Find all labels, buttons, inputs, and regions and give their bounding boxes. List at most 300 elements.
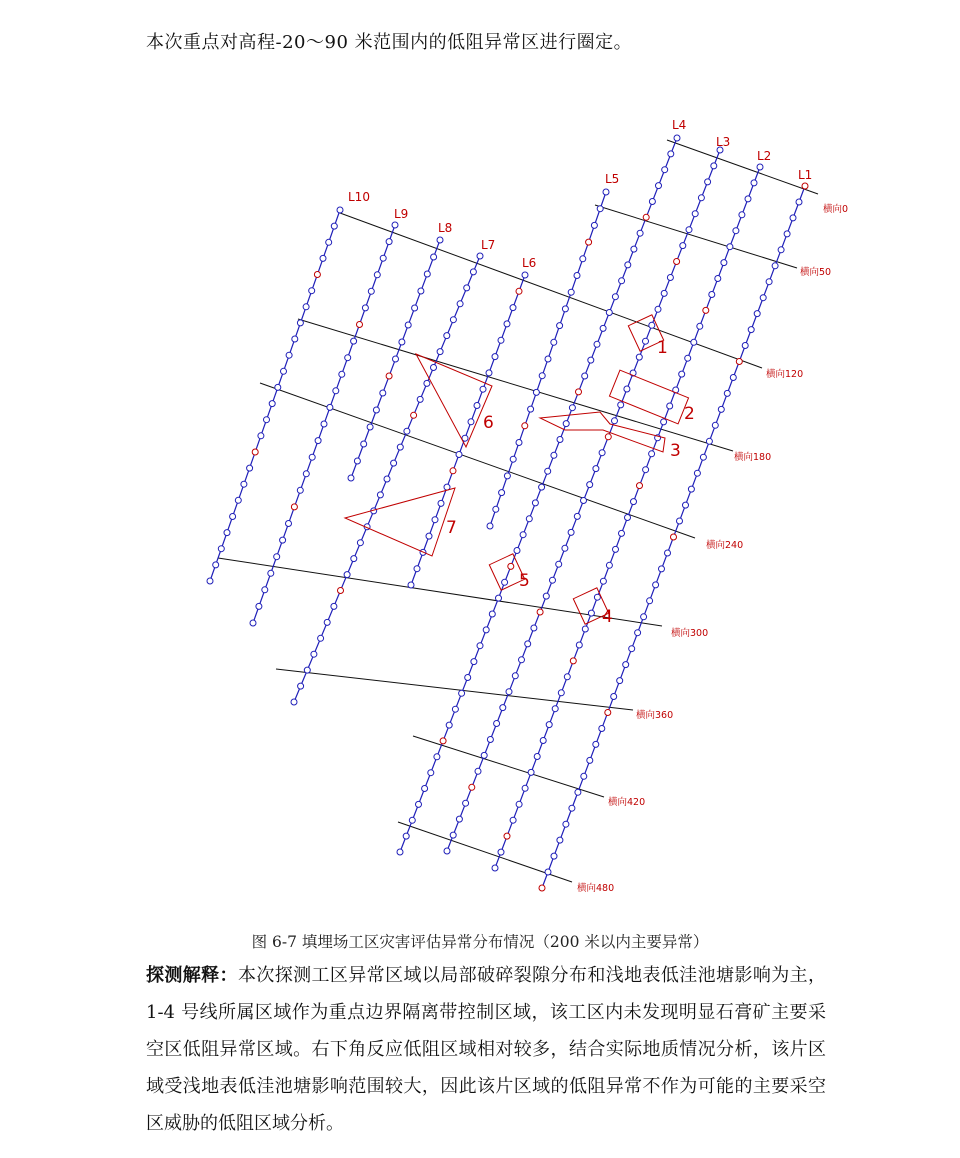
survey-point	[593, 466, 599, 472]
survey-point	[564, 674, 570, 680]
survey-point	[264, 417, 270, 423]
survey-point	[575, 789, 581, 795]
survey-point	[368, 288, 374, 294]
survey-point	[207, 578, 213, 584]
survey-point	[528, 406, 534, 412]
transect-line-0	[667, 140, 818, 194]
survey-point	[303, 304, 309, 310]
survey-point	[431, 365, 437, 371]
survey-point	[736, 359, 742, 365]
survey-point	[588, 357, 594, 363]
survey-point	[751, 180, 757, 186]
survey-point	[367, 424, 373, 430]
survey-point	[351, 556, 357, 562]
survey-point	[519, 657, 525, 663]
survey-point	[569, 405, 575, 411]
survey-point	[647, 598, 653, 604]
survey-point	[703, 307, 709, 313]
survey-point	[730, 375, 736, 381]
survey-point	[292, 336, 298, 342]
survey-point	[510, 456, 516, 462]
survey-point	[315, 438, 321, 444]
survey-point	[280, 537, 286, 543]
survey-point	[377, 492, 383, 498]
anomaly-zone-label-3: 3	[670, 441, 681, 461]
survey-point	[489, 611, 495, 617]
survey-point	[502, 579, 508, 585]
survey-point	[655, 306, 661, 312]
survey-point	[613, 546, 619, 552]
survey-point	[545, 356, 551, 362]
survey-point	[351, 338, 357, 344]
survey-point	[344, 572, 350, 578]
survey-point	[580, 256, 586, 262]
survey-point	[404, 428, 410, 434]
survey-point	[545, 869, 551, 875]
survey-point	[311, 651, 317, 657]
survey-point	[304, 667, 310, 673]
survey-point	[551, 853, 557, 859]
survey-point	[241, 481, 247, 487]
survey-point	[698, 195, 704, 201]
survey-point	[688, 486, 694, 492]
survey-point	[399, 339, 405, 345]
survey-point	[412, 305, 418, 311]
anomaly-zone-label-6: 6	[483, 413, 494, 433]
survey-point	[637, 483, 643, 489]
survey-point	[563, 421, 569, 427]
survey-point	[256, 603, 262, 609]
survey-point	[588, 610, 594, 616]
survey-point	[582, 373, 588, 379]
anomaly-zone-label-2: 2	[684, 404, 695, 424]
survey-point	[625, 262, 631, 268]
survey-point	[321, 421, 327, 427]
survey-point	[291, 504, 297, 510]
survey-point	[551, 452, 557, 458]
survey-point	[623, 662, 629, 668]
survey-point	[235, 497, 241, 503]
survey-point	[619, 278, 625, 284]
survey-point	[456, 816, 462, 822]
survey-point	[659, 566, 665, 572]
survey-point	[506, 689, 512, 695]
survey-point	[397, 849, 403, 855]
anomaly-zone-label-7: 7	[446, 518, 457, 538]
transect-label-480: 横向480	[577, 883, 615, 894]
survey-point	[357, 540, 363, 546]
survey-point	[514, 548, 520, 554]
transect-line-5	[218, 558, 662, 626]
survey-point	[333, 388, 339, 394]
survey-point	[546, 722, 552, 728]
survey-point	[600, 325, 606, 331]
survey-point	[618, 402, 624, 408]
survey-point	[508, 563, 514, 569]
survey-point	[416, 801, 422, 807]
survey-point	[600, 578, 606, 584]
survey-point	[545, 468, 551, 474]
survey-point	[802, 183, 808, 189]
survey-point	[362, 305, 368, 311]
survey-point	[417, 396, 423, 402]
survey-point	[437, 349, 443, 355]
survey-point	[653, 582, 659, 588]
transect-label-360: 横向360	[636, 710, 674, 721]
survey-point	[637, 230, 643, 236]
survey-point	[437, 237, 443, 243]
survey-point	[286, 521, 292, 527]
survey-point	[568, 529, 574, 535]
survey-point	[516, 801, 522, 807]
survey-point	[594, 594, 600, 600]
survey-point	[721, 260, 727, 266]
survey-point	[629, 646, 635, 652]
survey-point	[636, 354, 642, 360]
survey-point	[504, 833, 510, 839]
survey-point	[697, 323, 703, 329]
survey-point	[727, 244, 733, 250]
survey-point	[576, 642, 582, 648]
survey-point	[213, 562, 219, 568]
survey-lines	[210, 138, 805, 888]
survey-point	[531, 625, 537, 631]
survey-point	[539, 885, 545, 891]
survey-point	[392, 222, 398, 228]
survey-point	[597, 206, 603, 212]
survey-point	[649, 322, 655, 328]
line-label-L5: L5	[605, 172, 620, 186]
survey-point	[391, 460, 397, 466]
survey-point	[230, 514, 236, 520]
survey-point	[314, 272, 320, 278]
transect-label-50: 横向50	[800, 267, 832, 278]
survey-point	[635, 630, 641, 636]
survey-point	[709, 292, 715, 298]
survey-point	[318, 635, 324, 641]
survey-point	[444, 333, 450, 339]
survey-point	[393, 356, 399, 362]
anomaly-zone-label-5: 5	[519, 571, 530, 591]
survey-point	[674, 135, 680, 141]
transect-label-300: 横向300	[671, 628, 709, 639]
survey-point	[680, 243, 686, 249]
line-label-L4: L4	[672, 118, 687, 132]
survey-point	[533, 389, 539, 395]
survey-point	[569, 805, 575, 811]
survey-point	[504, 321, 510, 327]
line-label-L6: L6	[522, 256, 537, 270]
survey-point	[291, 699, 297, 705]
survey-point	[428, 770, 434, 776]
survey-point	[384, 476, 390, 482]
survey-point	[754, 311, 760, 317]
survey-point	[742, 343, 748, 349]
survey-point	[475, 768, 481, 774]
survey-point	[357, 322, 363, 328]
survey-point	[574, 513, 580, 519]
survey-point	[587, 482, 593, 488]
survey-point	[354, 458, 360, 464]
survey-point	[434, 754, 440, 760]
interpretation-text: 本次探测工区异常区域以局部破碎裂隙分布和浅地表低洼池塘影响为主，1-4 号线所属区域作为重点边界隔离带控制区域，该工区内未发现明显石膏矿主要采空区低阻异常区域。右下角反应低阻区域相对较多，结合实际地质情况分析，该片区域受浅地表低洼池塘影响范围较大，因此该片区域的低阻异常不作为可能的主要采空区威胁的低阻区域分析。	[146, 965, 827, 1134]
survey-point	[486, 370, 492, 376]
survey-point	[496, 595, 502, 601]
survey-point	[612, 294, 618, 300]
survey-point	[414, 566, 420, 572]
survey-point	[477, 643, 483, 649]
survey-point	[643, 338, 649, 344]
survey-point	[424, 271, 430, 277]
survey-point	[520, 532, 526, 538]
line-label-L2: L2	[757, 149, 772, 163]
line-label-L8: L8	[438, 221, 453, 235]
survey-point	[643, 214, 649, 220]
survey-point	[450, 468, 456, 474]
survey-point	[309, 454, 315, 460]
survey-point	[281, 368, 287, 374]
survey-point	[641, 614, 647, 620]
survey-point	[426, 533, 432, 539]
survey-point	[481, 752, 487, 758]
survey-point	[386, 373, 392, 379]
transect-label-180: 横向180	[734, 452, 772, 463]
survey-point	[522, 785, 528, 791]
line-label-L10: L10	[348, 190, 370, 204]
survey-point	[619, 530, 625, 536]
survey-point	[224, 530, 230, 536]
survey-point	[469, 784, 475, 790]
survey-point	[757, 164, 763, 170]
survey-point	[562, 306, 568, 312]
survey-point	[386, 239, 392, 245]
survey-point	[269, 401, 275, 407]
survey-point	[418, 288, 424, 294]
survey-point	[361, 441, 367, 447]
survey-point	[471, 659, 477, 665]
survey-point	[424, 380, 430, 386]
survey-point	[258, 433, 264, 439]
survey-point	[624, 386, 630, 392]
survey-point	[499, 490, 505, 496]
survey-point	[539, 484, 545, 490]
line-label-L1: L1	[798, 168, 813, 182]
survey-point	[677, 518, 683, 524]
survey-point	[468, 419, 474, 425]
survey-point	[581, 773, 587, 779]
survey-point	[674, 259, 680, 265]
survey-point	[662, 167, 668, 173]
survey-point	[327, 404, 333, 410]
survey-point	[457, 301, 463, 307]
survey-point	[522, 423, 528, 429]
survey-point	[446, 722, 452, 728]
survey-point	[772, 263, 778, 269]
survey-point	[718, 406, 724, 412]
survey-point	[463, 800, 469, 806]
survey-point	[562, 545, 568, 551]
survey-point	[683, 502, 689, 508]
line-label-L3: L3	[716, 135, 731, 149]
survey-point	[605, 710, 611, 716]
survey-point	[617, 678, 623, 684]
survey-point	[606, 310, 612, 316]
survey-point	[557, 837, 563, 843]
survey-point	[551, 339, 557, 345]
survey-point	[483, 627, 489, 633]
survey-point	[661, 419, 667, 425]
survey-point	[534, 754, 540, 760]
survey-point	[324, 619, 330, 625]
interpretation-paragraph	[146, 957, 826, 1142]
survey-point	[694, 470, 700, 476]
survey-point	[275, 384, 281, 390]
survey-point	[516, 440, 522, 446]
survey-point	[563, 821, 569, 827]
survey-point	[422, 786, 428, 792]
survey-point	[494, 721, 500, 727]
survey-point	[374, 272, 380, 278]
survey-point	[706, 438, 712, 444]
survey-point	[444, 848, 450, 854]
survey-point	[582, 626, 588, 632]
survey-point	[408, 582, 414, 588]
survey-point	[297, 487, 303, 493]
survey-point	[320, 255, 326, 261]
anomaly-zone-3-shape	[540, 412, 665, 452]
survey-point	[790, 215, 796, 221]
intro-text: 本次重点对高程-20～90 米范围内的低阻异常区进行圈定。	[146, 32, 633, 53]
line-label-L9: L9	[394, 207, 409, 221]
survey-point	[397, 444, 403, 450]
transect-label-120: 横向120	[766, 369, 804, 380]
survey-point	[348, 475, 354, 481]
survey-point	[337, 207, 343, 213]
survey-point	[539, 373, 545, 379]
survey-point	[796, 199, 802, 205]
survey-point	[477, 253, 483, 259]
survey-point	[556, 561, 562, 567]
survey-point	[724, 390, 730, 396]
survey-point	[700, 454, 706, 460]
survey-point	[543, 593, 549, 599]
line-label-L7: L7	[481, 238, 496, 252]
survey-point	[711, 163, 717, 169]
survey-point	[516, 288, 522, 294]
survey-point	[528, 769, 534, 775]
survey-point	[691, 339, 697, 345]
survey-point	[303, 471, 309, 477]
anomaly-zone-label-1: 1	[657, 338, 668, 358]
survey-point	[331, 603, 337, 609]
survey-point	[297, 320, 303, 326]
survey-point	[474, 403, 480, 409]
survey-point	[510, 305, 516, 311]
survey-point	[432, 517, 438, 523]
survey-point	[456, 452, 462, 458]
survey-point	[581, 498, 587, 504]
survey-point	[778, 247, 784, 253]
survey-point	[671, 534, 677, 540]
survey-point	[409, 817, 415, 823]
survey-point	[431, 254, 437, 260]
survey-point	[557, 323, 563, 329]
survey-point	[593, 741, 599, 747]
survey-point	[487, 737, 493, 743]
survey-point	[487, 523, 493, 529]
survey-point	[498, 849, 504, 855]
survey-point	[218, 546, 224, 552]
anomaly-zone-label-4: 4	[602, 607, 613, 627]
survey-point	[274, 554, 280, 560]
transect-label-0: 横向0	[823, 204, 849, 215]
survey-point	[656, 183, 662, 189]
line-labels	[348, 118, 812, 270]
survey-point	[649, 451, 655, 457]
survey-point	[440, 738, 446, 744]
transect-label-240: 横向240	[706, 540, 744, 551]
survey-point	[262, 587, 268, 593]
survey-point	[574, 273, 580, 279]
survey-point	[380, 255, 386, 261]
survey-point	[492, 354, 498, 360]
survey-point	[705, 179, 711, 185]
survey-point	[268, 570, 274, 576]
survey-point	[380, 390, 386, 396]
survey-point	[540, 738, 546, 744]
survey-point	[309, 288, 315, 294]
survey-point	[665, 550, 671, 556]
survey-point	[500, 705, 506, 711]
survey-point	[373, 407, 379, 413]
survey-point	[715, 276, 721, 282]
survey-point	[631, 246, 637, 252]
survey-point	[438, 500, 444, 506]
survey-point	[625, 515, 631, 521]
survey-point	[465, 675, 471, 681]
interpretation-heading: 探测解释：	[146, 965, 238, 986]
survey-point	[512, 673, 518, 679]
survey-point	[679, 371, 685, 377]
survey-point	[686, 227, 692, 233]
survey-point	[526, 516, 532, 522]
survey-point	[537, 609, 543, 615]
survey-point	[558, 690, 564, 696]
survey-point	[606, 562, 612, 568]
transect-label-420: 横向420	[608, 797, 646, 808]
survey-points	[207, 135, 808, 891]
survey-point	[532, 500, 538, 506]
survey-point	[345, 355, 351, 361]
survey-point	[739, 212, 745, 218]
survey-point	[450, 317, 456, 323]
survey-point	[459, 690, 465, 696]
transect-line-6	[276, 669, 633, 710]
survey-point	[250, 620, 256, 626]
survey-point	[603, 189, 609, 195]
survey-point	[298, 683, 304, 689]
survey-point	[586, 239, 592, 245]
survey-point	[510, 817, 516, 823]
survey-point	[493, 506, 499, 512]
survey-point	[733, 228, 739, 234]
survey-point	[550, 577, 556, 583]
survey-point	[405, 322, 411, 328]
survey-point	[631, 499, 637, 505]
survey-point	[712, 422, 718, 428]
survey-point	[504, 473, 510, 479]
survey-point	[611, 694, 617, 700]
